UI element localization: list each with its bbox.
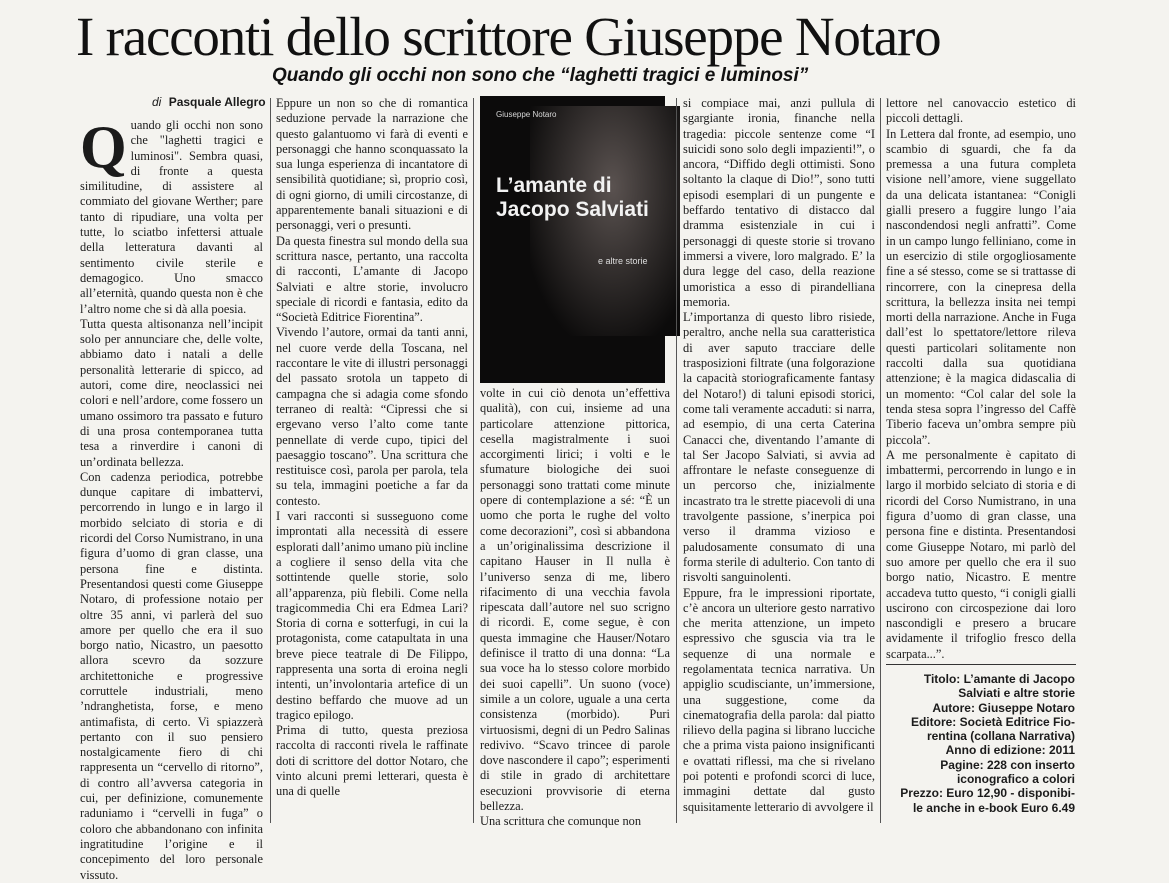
paragraph: L’importanza di questo libro risiede, peraltro, anche nella sua caratteristica di aver saputo tracciare delle trasposizioni filtrate (una folgorazione la capacità storiograficamente fantasy del Notaro!) di taluni episodi storici, come tali veramente accaduti: si narra, ad esempio, di una certa Caterina Canacci che, diventando l’amante di tal Ser Jacopo Salviati, si avvia ad affrontare le nefaste conseguenze di un percorso che, inizialmente incastrato tra le strette piacevoli di una travolgente passione, s’inerpica poi verso il dramma vizioso e paludosamente consumato di una forma sterile di adulterio. Con tanto di risvolti sanguinolenti. — [683, 310, 875, 585]
column-divider — [880, 98, 881, 823]
paragraph: Eppure, fra le impressioni riportate, c’è ancora un ulteriore gesto narrativo che merita attenzione, un impeto espressivo che sguscia via tra le sequenze di una normale e regolamentata tecnica narrativa. Un appiglio scudisciante, un’immersione, una suggestione, come da cinematografia della parola: dal piatto rilievo della pagina si librano lucciche che a prima vista paiono insignificanti e ovattati riflessi, ma che si rivelano poi potenti e profondi scorci di luce, immagini dettate dal gusto squisitamente letterario di avvolgere il — [683, 585, 875, 814]
article-title: I racconti dello scrittore Giuseppe Notaro — [76, 6, 941, 67]
article-column-1 — [80, 114, 263, 882]
paragraph: Con cadenza periodica, potrebbe dunque capitare di imbattervi, percorrendo in lungo e in largo il morbido selciato di storia e di ricordi del Corso Numistrano, in una figura d’uomo di gran classe, una persona fine e distinta. Presentandosi questi come Giuseppe Notaro, di professione notaio per oltre 35 anni, vi parlerà del suo amore per quello che era il suo borgo natìo, Nicastro, un paesotto allora scevro da sozzure architettoniche e progressive corruttele industriali, meno ’ndranghetista, forse, e meno antimafista, di certo. Vi spiazzerà pertanto con il suo pensiero nostalgicamente fiero di chi rappresenta un “cervello di ritorno”, di contro all’avversa categoria in cui, per definizione, comunemente raduniamo i “cervelli in fuga” o coloro che abbandonano con infinita ingratitudine l’origine e il concepimento del loro personale vissuto. — [80, 469, 263, 882]
article-column-5 — [886, 96, 1076, 661]
drop-cap: Q — [80, 114, 127, 180]
book-info-line: iconografico a colori — [956, 772, 1075, 787]
paragraph: Prima di tutto, questa preziosa raccolta di racconti rivela le raffinate doti di scrittore del dottor Notaro, che vinto alcuni premi letterari, questa è una di quelle — [276, 723, 468, 799]
paragraph: uando gli occhi non sono che "laghetti tragici e luminosi". Sembra quasi, di fronte a questa similitudine, di assistere al commiato del giovane Werther; pare tanto di ripudiare, una volta per tutte, lo sciatbo infettersi attuale della letteratura davanti al sentimento civile sterile e demagogico. Uno smacco all’eternità, quando questa non è che l’altro nome che si dà alla poesia. — [80, 118, 263, 316]
paragraph: Una scrittura che comunque non — [480, 814, 642, 829]
paragraph: lettore nel canovaccio estetico di piccoli dettagli. — [886, 96, 1076, 126]
byline — [152, 94, 266, 110]
book-info-line: Pagine: 228 con inserto — [940, 757, 1075, 772]
book-info-line: rentina (collana Narrativa) — [926, 729, 1075, 744]
paragraph: Eppure un non so che di romantica seduzione pervade la narrazione che questo galantuomo vi farà di eventi e personaggi che hanno sconquassato la sua lunga esperienza di incantatore di sensibilità quotidiane; sì, proprio così, di ogni giorno, di umili circostanze, di apparentemente banali situazioni e di personaggi, veri o presunti. — [276, 96, 468, 233]
paragraph: volte in cui ciò denota un’effettiva qualità), con cui, insieme ad una particolare attenzione pittorica, cesella magistralmente i suoi accorgimenti lirici; i volti e le sfumature biologiche dei suoi personaggi sono trattati come minute opere di contemplazione a sé: “È un uomo che porta le rughe del volto come decorazioni”, così si abbandona a un’originalissima descrizione il capitano Hauser in Il nulla è l’universo senza di me, libero rifacimento di una vecchia favola ripescata dall’autore nel suo scrigno di ricordi. E, come segue, è con questa immagine che Hauser/Notaro definisce il tratto di una donna: “La sua voce ha lo stesso colore morbido dei suoi capelli”. Un suono (voce) simile a un colore, uguale a una certa consistenza (morbido). Puri virtuosismi, degni di un Pedro Salinas redivivo. “Scavo trincee di parole dove nascondere il capo”; esperimenti di stile in grado di architettare esecuzioni provvisorie di eterna bellezza. — [480, 386, 670, 814]
paragraph: si compiace mai, anzi pullula di sgargiante ironia, finanche nella tragedia: piccole sentenze come “I suicidi sono solo degli impazienti!”, o ancora, “Diffido degli ottimisti. Sono soltanto la claque di Dio!”, sono tutti episodi esemplari di un pungente e beffardo tentativo di distacco dal dramma esistenziale in cui i personaggi di queste storie si trovano immersi a vivere, loro malgrado. E’ la dura legge del caso, della reazione umoristica a esso di pirandelliana memoria. — [683, 96, 875, 309]
paragraph: Tutta questa altisonanza nell’incipit solo per annunciare che, delle volte, abbiamo dato i natali a delle personalità letterarie di spicco, ad autori, come dire, neoclassici nei colori e nell’ardore, come fossero un umano ossimoro tra passato e futuro di una prosa contemporanea tutta tesa a rinverdire i canoni di un’ordinata bellezza. — [80, 316, 263, 469]
book-info-line: Titolo: L’amante di Jacopo — [923, 672, 1075, 686]
book-info-line: le anche in e-book Euro 6.49 — [912, 800, 1075, 815]
column-divider — [270, 98, 271, 823]
column-divider — [676, 98, 677, 823]
book-cover-image — [480, 96, 665, 383]
article-subtitle: Quando gli occhi non sono che “laghetti tragici e luminosi” — [272, 65, 809, 86]
paragraph: In Lettera dal fronte, ad esempio, uno scambio di sguardi, che fa da premessa a una futura completa visione nell’amore, viene suggellato da una delicata istantanea: “Conigli gialli presero a fuggire lungo l’aia nascondendosi negli anfratti”. Come in un campo lungo felliniano, come in un esercizio di stile orgogliosamente fine a sé stesso, come se si trattasse di rincorrere, con la cinepresa della scrittura, la bellezza insita nei tempi morti della narrazione. Anche in Fuga dall’est lo spettatore/lettore rileva questi particolari solitamente non raccolti dalla sua quotidiana attenzione; è la magica didascalia di un momento: “Col calar del sole la tenda stesa sopra l’ingresso del Caffè Tiberio faceva un’ombra sempre più piccola”. — [886, 126, 1076, 447]
book-info-line: Editore: Società Editrice Fio- — [910, 714, 1075, 729]
book-info-line: Anno di edizione: 2011 — [945, 743, 1075, 758]
paragraph: A me personalmente è capitato di imbattermi, percorrendo in lungo e in largo il morbido selciato di storia e di ricordi del Corso Numistrano, in una figura d’uomo di gran classe, una persona fine e distinta. Presentandosi come Giuseppe Notaro, mi parlò del suo amore per quello che era il suo borgo natio, Nicastro. E mentre accadeva tutto questo, “i conigli gialli uscirono con circospezione dai loro nascondigli e presero a brucare avidamente il trifoglio fresco della scarpata...”. — [886, 447, 1076, 661]
cover-author: Giuseppe Notaro — [496, 110, 557, 119]
info-box-divider — [886, 664, 1076, 665]
book-info-line: Prezzo: Euro 12,90 - disponibi- — [900, 786, 1075, 801]
column-divider — [473, 98, 474, 823]
book-info-line: Salviati e altre storie — [958, 686, 1075, 701]
cover-title: L’amante di Jacopo Salviati — [496, 174, 649, 221]
book-info-box — [885, 672, 1075, 815]
paragraph: Da questa finestra sul mondo della sua scrittura nasce, pertanto, una raccolta di racconti, L’amante di Jacopo Salviati e altre storie, involucro speciale di ricordi e fantasia, edito da “Società Editrice Fiorentina”. — [276, 233, 468, 325]
paragraph: I vari racconti si susseguono come improntati alla necessità di essere esplorati dall’animo umano più incline a cogliere il senso della vita che sottintende quelle storie, solo all’apparenza, più flebili. Come nella tragicommedia Chi era Edmea Lari? Storia di corna e sotterfugi, in cui la protagonista, come catapultata in una breve piece teatrale di De Filippo, rappresenta una sorta di eroina negli intenti, un’involontaria artefice di un destino beffardo che muove ad un tragico epilogo. — [276, 509, 469, 722]
book-info-line: Autore: Giuseppe Notaro — [932, 700, 1075, 715]
article-column-2 — [276, 96, 468, 824]
paragraph: Vivendo l’autore, ormai da tanti anni, nel cuore verde della Toscana, nel raccontare le vite di illustri personaggi del passato srotola un tappeto di campagna che si adagia come sfondo terraneo di realtà: “Cipressi che si ergevano verso l’alto come tante pennellate di verde cupo, tipici del paesaggio toscano”. Una scrittura che restituisce così, parola per parola, tela su tela, immagini poetiche a far da contesto. — [276, 325, 468, 508]
article-column-3 — [480, 386, 670, 829]
article-column-4 — [683, 96, 875, 824]
byline-prefix: di — [152, 95, 162, 109]
byline-author: Pasquale Allegro — [168, 95, 266, 109]
cover-subtitle: e altre storie — [598, 256, 648, 266]
